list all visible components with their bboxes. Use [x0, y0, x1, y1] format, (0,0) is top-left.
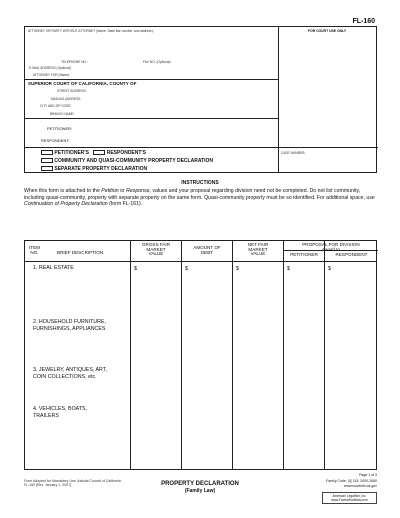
mailing-label: MAILING ADDRESS: — [51, 97, 82, 101]
page-number: Page 1 of 3 — [359, 473, 377, 477]
row-household: 2. HOUSEHOLD FURNITURE, FURNISHINGS, APPLIANCES — [33, 319, 106, 332]
form-subtitle: (Family Law) — [184, 487, 216, 494]
col-gross-header: GROSS FAIR MARKET VALUE — [141, 242, 171, 257]
row-jewelry: 3. JEWELRY, ANTIQUES, ART, COIN COLLECTIONS, etc. — [33, 367, 107, 380]
separate-checkbox[interactable] — [41, 166, 53, 171]
declaration-type-row — [41, 150, 146, 156]
court-name: SUPERIOR COURT OF CALIFORNIA, COUNTY OF — [28, 81, 137, 86]
respondent-dollar: $ — [328, 266, 331, 272]
col-petitioner-header: PETITIONER — [290, 252, 318, 257]
street-label: STREET ADDRESS: — [57, 89, 87, 93]
case-number-label: CASE NUMBER: — [281, 151, 306, 155]
col-item-header: ITEM NO. — [29, 245, 40, 255]
petitioner-dollar: $ — [287, 266, 290, 272]
city-label: CITY AND ZIP CODE: — [40, 104, 72, 108]
code-reference: Family Code, §§ 115, 2000-2660 — [326, 479, 377, 483]
col-net-header: NET FAIR MARKET VALUE — [247, 242, 269, 257]
col-description-header: BRIEF DESCRIPTION — [57, 250, 104, 255]
community-row — [41, 158, 213, 164]
instructions-text: When this form is attached to the Petition or Response, values and your proposal regarding division need not be completed. Do not list community, including quasi-community, property with separate property on the same form. Quasi-community property must be so identified. For additional space, use Continuation of Property Declaration (form FL-161). — [24, 188, 375, 208]
vendor-stamp: American LegalNet, Inc. www.FormsWorkflow.com — [322, 492, 377, 504]
instructions-title: INSTRUCTIONS — [181, 180, 219, 186]
col-proposal-header: PROPOSAL FOR DIVISION — [302, 242, 360, 247]
court-use-label: FOR COURT USE ONLY — [308, 29, 347, 33]
attorney-label: ATTORNEY OR PARTY WITHOUT ATTORNEY (Name, State Bar number, and address): — [28, 29, 154, 33]
petitioners-option-label: PETITIONER'S — [54, 149, 89, 156]
respondent-label: RESPONDENT: — [41, 138, 70, 143]
court-site: www.courtinfo.ca.gov — [343, 484, 377, 488]
property-table — [24, 240, 377, 470]
petitioner-label: PETITIONER: — [47, 126, 73, 131]
debt-dollar: $ — [185, 266, 188, 272]
form-number: FL-160 — [352, 18, 375, 25]
row-real-estate: 1. REAL ESTATE — [33, 265, 74, 271]
gross-dollar: $ — [134, 266, 137, 272]
col-debt-header: AMOUNT OF DEBT — [193, 245, 221, 255]
community-checkbox[interactable] — [41, 158, 53, 163]
attorney-for-label: ATTORNEY FOR (Name): — [33, 73, 71, 77]
telephone-label: TELEPHONE NO.: — [61, 60, 88, 64]
community-option-label: COMMUNITY AND QUASI-COMMUNITY PROPERTY DECLARATION — [54, 157, 214, 164]
separate-row — [41, 166, 147, 172]
col-award-header: Award to — [321, 247, 341, 252]
form-title: PROPERTY DECLARATION — [161, 481, 239, 487]
fax-label: FAX NO. (Optional): — [143, 60, 172, 64]
branch-label: BRANCH NAME: — [50, 112, 75, 116]
separate-option-label: SEPARATE PROPERTY DECLARATION — [54, 165, 148, 172]
email-label: E-MAIL ADDRESS (Optional): — [29, 66, 72, 70]
petitioners-checkbox[interactable] — [41, 150, 53, 155]
net-dollar: $ — [236, 266, 239, 272]
col-respondent-header: RESPONDENT — [335, 252, 368, 257]
caption-box — [24, 26, 377, 173]
respondents-option-label: RESPONDENT'S — [106, 149, 146, 156]
respondents-checkbox[interactable] — [93, 150, 105, 155]
adopted-note: Form Adopted for Mandatory Use Judicial Council of California FL-160 [Rev. January 1, 2007] — [24, 479, 121, 488]
row-vehicles: 4. VEHICLES, BOATS, TRAILERS — [33, 406, 88, 419]
